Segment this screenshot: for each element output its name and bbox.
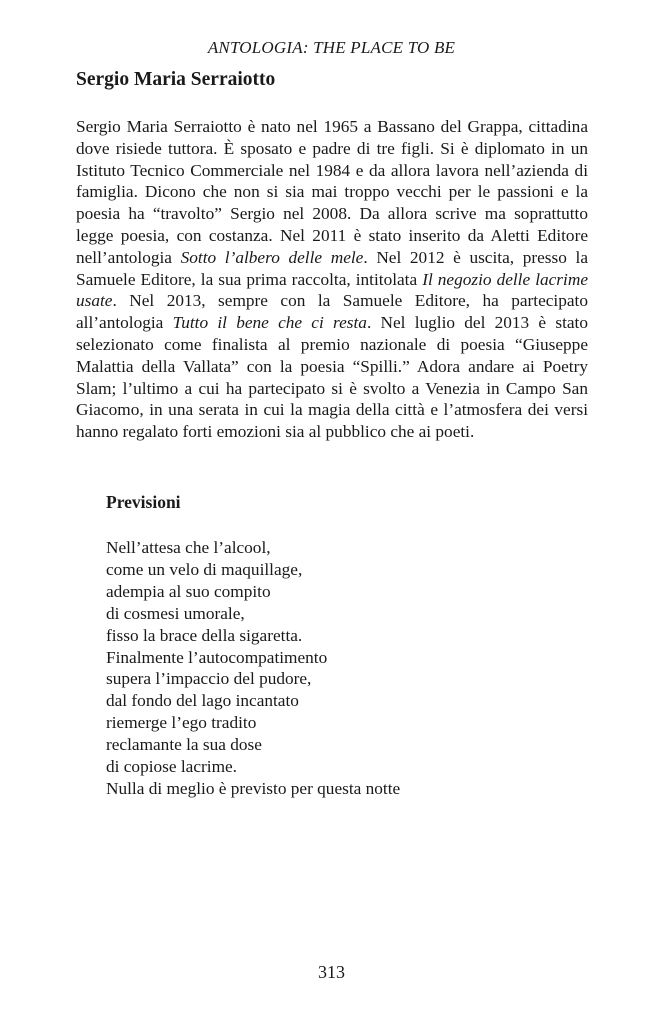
author-name: Sergio Maria Serraiotto bbox=[76, 69, 276, 90]
poem-line: reclamante la sua dose bbox=[106, 735, 262, 755]
bio-text-2: . Nel 2012 è uscita, presso la Samuele Editore, la sua prima raccolta, intitolata bbox=[76, 247, 588, 289]
poem-line: fisso la brace della sigaretta. bbox=[106, 625, 303, 645]
author-bio bbox=[76, 116, 588, 443]
book-title-il-negozio: Il negozio delle lacrime usate bbox=[76, 269, 588, 311]
poem-line: di copiose lacrime. bbox=[106, 757, 238, 777]
poem-line: Nell’attesa che l’alcool, bbox=[106, 538, 271, 557]
running-header: ANTOLOGIA: THE PLACE TO BE bbox=[207, 38, 456, 57]
poem-line: Finalmente l’autocompatimento bbox=[106, 647, 328, 667]
bio-text-3: . Nel 2013, sempre con la Samuele Editore, ha partecipato all’antologia bbox=[76, 291, 588, 333]
poem-line: dal fondo del lago incantato bbox=[106, 691, 299, 711]
poem-line: adempia al suo compito bbox=[106, 581, 271, 601]
page-number: 313 bbox=[318, 962, 345, 982]
book-title-sotto-l-albero: Sotto l’albero delle mele bbox=[180, 247, 364, 267]
bio-text-1: Sergio Maria Serraiotto è nato nel 1965 a Bassano del Grappa, cittadina dove risiede tuttora. È sposato e padre di tre figli. Si è diplomato in un Istituto Tecnico Commerciale nel 1984 e da allora lavora nell’azienda di famiglia. Dicono che non si sia mai troppo vecchi per le passioni e la poesia ha “travolto” Sergio nel 2008. Da allora scrive ma soprattutto legge poesia, con costanza. Nel 2011 è stato inserito da Aletti Editore nell’antologia bbox=[76, 117, 588, 267]
poem-line: di cosmesi umorale, bbox=[106, 603, 245, 623]
poem-line: come un velo di maquillage, bbox=[106, 559, 303, 579]
bio-text-4: . Nel luglio del 2013 è stato selezionato come finalista al premio nazionale di poesia “Giuseppe Malattia della Vallata” con la poesia “Spilli.” Adora andare ai Poetry Slam; l’ultimo a cui ha partecipato si è svolto a Venezia in Campo San Giacomo, in una serata in cui la magia della città e l’atmosfera dei versi hanno regalato forti emozioni sia al pubblico che ai poeti. bbox=[76, 313, 588, 442]
poem-line: Nulla di meglio è previsto per questa notte bbox=[106, 778, 401, 798]
poem-line: supera l’impaccio del pudore, bbox=[106, 669, 312, 689]
poem-title: Previsioni bbox=[106, 492, 181, 512]
poem-line: riemerge l’ego tradito bbox=[106, 713, 257, 733]
poem-body bbox=[106, 537, 400, 800]
book-title-tutto-il-bene: Tutto il bene che ci resta bbox=[172, 313, 367, 333]
